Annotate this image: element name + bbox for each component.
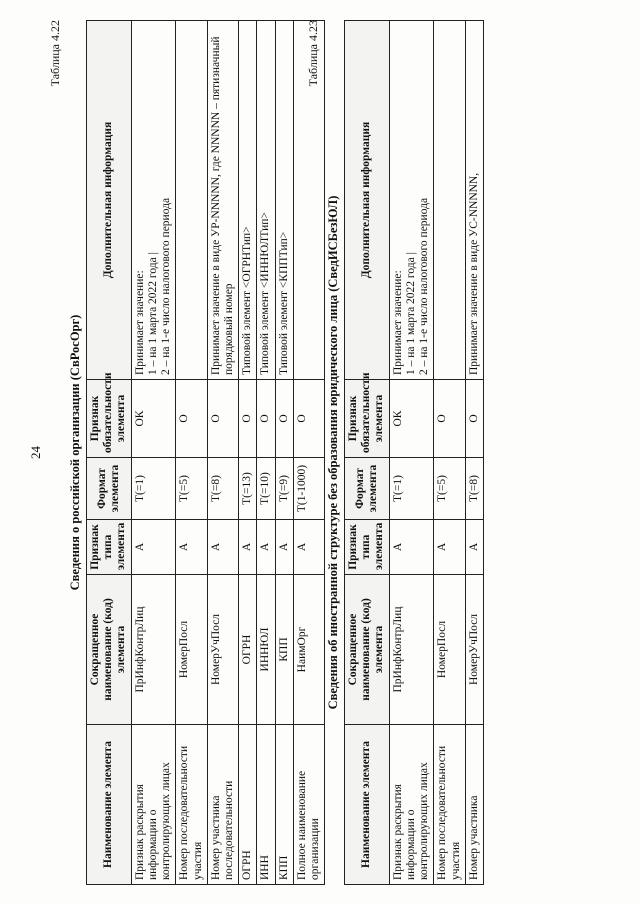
table-cell: T(=1) bbox=[389, 458, 434, 520]
rotated-document bbox=[20, 20, 620, 885]
table-cell: Принимает значение в виде УС-NNNNN, bbox=[465, 21, 483, 380]
column-header: Сокращенное наименование (код) элемента bbox=[345, 575, 390, 725]
table-cell: ПрИнфКонтрЛиц bbox=[131, 575, 176, 725]
table-row bbox=[275, 21, 293, 885]
table-cell: Признак раскрытия информации о контролирующих лицах bbox=[389, 725, 434, 885]
table-cell: T(=5) bbox=[434, 458, 465, 520]
table-cell: А bbox=[275, 520, 293, 575]
column-header: Признак типа элемента bbox=[345, 520, 390, 575]
table-cell: О bbox=[176, 380, 207, 458]
table-cell: Принимает значение в виде УР-NNNNN, где NNNNN – пятизначный порядковый номер bbox=[207, 21, 238, 380]
table-cell: О bbox=[465, 380, 483, 458]
table-row bbox=[239, 21, 257, 885]
table-caption-2: Таблица 4.23 bbox=[306, 20, 320, 87]
table-row bbox=[293, 21, 324, 885]
table-cell: ОГРН bbox=[239, 575, 257, 725]
table-cell: T(=13) bbox=[239, 458, 257, 520]
column-header: Признак обязательности элемента bbox=[345, 380, 390, 458]
table-cell: T(=9) bbox=[275, 458, 293, 520]
table-cell: Принимает значение: 1 – на 1 марта 2022 года | 2 – на 1-е число налогового периода bbox=[389, 21, 434, 380]
table-cell: А bbox=[176, 520, 207, 575]
table-cell: Номер участника bbox=[465, 725, 483, 885]
table-cell: Номер последовательности участия bbox=[176, 725, 207, 885]
table-cell: T(=8) bbox=[465, 458, 483, 520]
table-caption-1: Таблица 4.22 bbox=[48, 20, 62, 87]
table-cell: А bbox=[239, 520, 257, 575]
table-cell: О bbox=[434, 380, 465, 458]
table-cell: А bbox=[207, 520, 238, 575]
table-cell: НомерПосл bbox=[434, 575, 465, 725]
table-cell: T(=1) bbox=[131, 458, 176, 520]
table-cell: T(=8) bbox=[207, 458, 238, 520]
table-cell: ОК bbox=[389, 380, 434, 458]
table-cell: О bbox=[293, 380, 324, 458]
table-russian-organization bbox=[86, 20, 325, 885]
table-cell: НомерУчПосл bbox=[207, 575, 238, 725]
table-cell: О bbox=[207, 380, 238, 458]
column-header: Наименование элемента bbox=[87, 725, 132, 885]
page-number: 24 bbox=[28, 446, 43, 459]
table-cell: ИННЮЛ bbox=[257, 575, 275, 725]
table-cell: А bbox=[434, 520, 465, 575]
table-cell: НомерПосл bbox=[176, 575, 207, 725]
table-row bbox=[131, 21, 176, 885]
table-row bbox=[207, 21, 238, 885]
table-cell: НомерУчПосл bbox=[465, 575, 483, 725]
table-cell: T(=5) bbox=[176, 458, 207, 520]
table-cell: Полное наименование организации bbox=[293, 725, 324, 885]
column-header: Дополнительная информация bbox=[87, 21, 132, 380]
table-foreign-structure bbox=[344, 20, 484, 885]
table-cell: КПП bbox=[275, 725, 293, 885]
table-row bbox=[389, 21, 434, 885]
table-title-2: Сведения об иностранной структуре без образования юридического лица (СведИСБезЮЛ) bbox=[326, 195, 340, 710]
table-cell: О bbox=[275, 380, 293, 458]
table-header-row bbox=[345, 21, 390, 885]
table-row bbox=[176, 21, 207, 885]
table-cell: Типовой элемент <ОГРНТип> bbox=[239, 21, 257, 380]
column-header: Формат элемента bbox=[87, 458, 132, 520]
table-title-1: Сведения о российской организации (СвРосОрг) bbox=[68, 314, 82, 591]
table-cell: А bbox=[131, 520, 176, 575]
column-header: Формат элемента bbox=[345, 458, 390, 520]
column-header: Признак обязательности элемента bbox=[87, 380, 132, 458]
table-cell: О bbox=[239, 380, 257, 458]
table-cell: ПрИнфКонтрЛиц bbox=[389, 575, 434, 725]
table-cell: А bbox=[257, 520, 275, 575]
table-cell: T(=10) bbox=[257, 458, 275, 520]
table-cell: А bbox=[465, 520, 483, 575]
table-cell: Типовой элемент <КППТип> bbox=[275, 21, 293, 380]
table-cell: T(1-1000) bbox=[293, 458, 324, 520]
column-header: Сокращенное наименование (код) элемента bbox=[87, 575, 132, 725]
column-header: Признак типа элемента bbox=[87, 520, 132, 575]
table-cell: Признак раскрытия информации о контролирующих лицах bbox=[131, 725, 176, 885]
table-cell: ОК bbox=[131, 380, 176, 458]
table-cell bbox=[176, 21, 207, 380]
table-cell: Номер последовательности участия bbox=[434, 725, 465, 885]
table-cell: О bbox=[257, 380, 275, 458]
table-cell: ИНН bbox=[257, 725, 275, 885]
table-cell: НаимОрг bbox=[293, 575, 324, 725]
table-cell: А bbox=[389, 520, 434, 575]
column-header: Дополнительная информация bbox=[345, 21, 390, 380]
column-header: Наименование элемента bbox=[345, 725, 390, 885]
table-cell: Типовой элемент <ИННЮЛТип> bbox=[257, 21, 275, 380]
table-header-row bbox=[87, 21, 132, 885]
table-cell: А bbox=[293, 520, 324, 575]
table-cell: ОГРН bbox=[239, 725, 257, 885]
table-cell: Принимает значение: 1 – на 1 марта 2022 года | 2 – на 1-е число налогового периода bbox=[131, 21, 176, 380]
table-row bbox=[434, 21, 465, 885]
table-row bbox=[257, 21, 275, 885]
table-cell: Номер участника последовательности bbox=[207, 725, 238, 885]
table-row bbox=[465, 21, 483, 885]
table-cell: КПП bbox=[275, 575, 293, 725]
table-cell bbox=[434, 21, 465, 380]
